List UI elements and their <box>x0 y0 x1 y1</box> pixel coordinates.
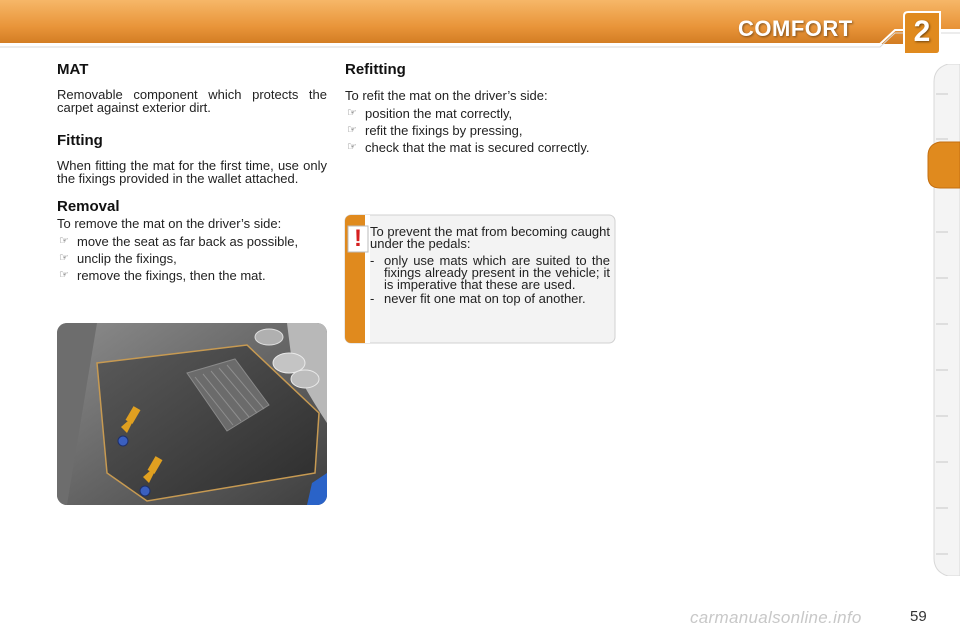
pointing-hand-icon: ☞ <box>347 107 357 119</box>
pointing-hand-icon: ☞ <box>59 252 69 264</box>
list-item: ☞ move the seat as far back as possible, <box>59 234 299 249</box>
mat-heading: MAT <box>57 61 89 78</box>
mat-description: Removable component which protects the carpet against exterior dirt. <box>57 87 327 115</box>
page-number: 59 <box>910 608 927 625</box>
left-column <box>57 63 327 286</box>
list-item: ☞ check that the mat is secured correctly. <box>347 140 590 155</box>
pointing-hand-icon: ☞ <box>59 269 69 281</box>
chapter-side-tabs[interactable] <box>926 64 960 576</box>
warning-intro: To prevent the mat from becoming caught under the pedals: <box>370 224 610 251</box>
fitting-heading: Fitting <box>57 132 103 149</box>
removal-intro: To remove the mat on the driver’s side: <box>57 216 282 231</box>
chapter-title: COMFORT <box>738 16 853 41</box>
pointing-hand-icon: ☞ <box>347 141 357 153</box>
floor-mat-photo <box>57 323 327 505</box>
chapter-number: 2 <box>913 15 931 48</box>
watermark: carmanualsonline.info <box>690 608 862 627</box>
removal-steps <box>57 235 327 282</box>
list-item: ☞ remove the fixings, then the mat. <box>59 268 266 283</box>
warning-icon: ! <box>354 225 362 252</box>
warning-item: - never fit one mat on top of another. <box>370 291 586 306</box>
warning-text <box>370 226 610 305</box>
refitting-heading: Refitting <box>345 61 406 78</box>
right-column <box>345 63 615 158</box>
list-item: ☞ refit the fixings by pressing, <box>347 123 523 138</box>
refitting-intro: To refit the mat on the driver’s side: <box>345 88 548 103</box>
refitting-steps <box>345 107 615 154</box>
pointing-hand-icon: ☞ <box>59 235 69 247</box>
list-item: ☞ position the mat correctly, <box>347 106 513 121</box>
pointing-hand-icon: ☞ <box>347 124 357 136</box>
warning-item: - only use mats which are suited to the fixings already present in the vehicle; it is imperative that these are used. <box>370 253 610 292</box>
active-chapter-tab <box>928 142 960 188</box>
floor-mat-illustration <box>57 323 327 505</box>
fitting-description: When fitting the mat for the first time, use only the fixings provided in the wallet attached. <box>57 158 327 186</box>
list-item: ☞ unclip the fixings, <box>59 251 177 266</box>
removal-heading: Removal <box>57 198 120 215</box>
